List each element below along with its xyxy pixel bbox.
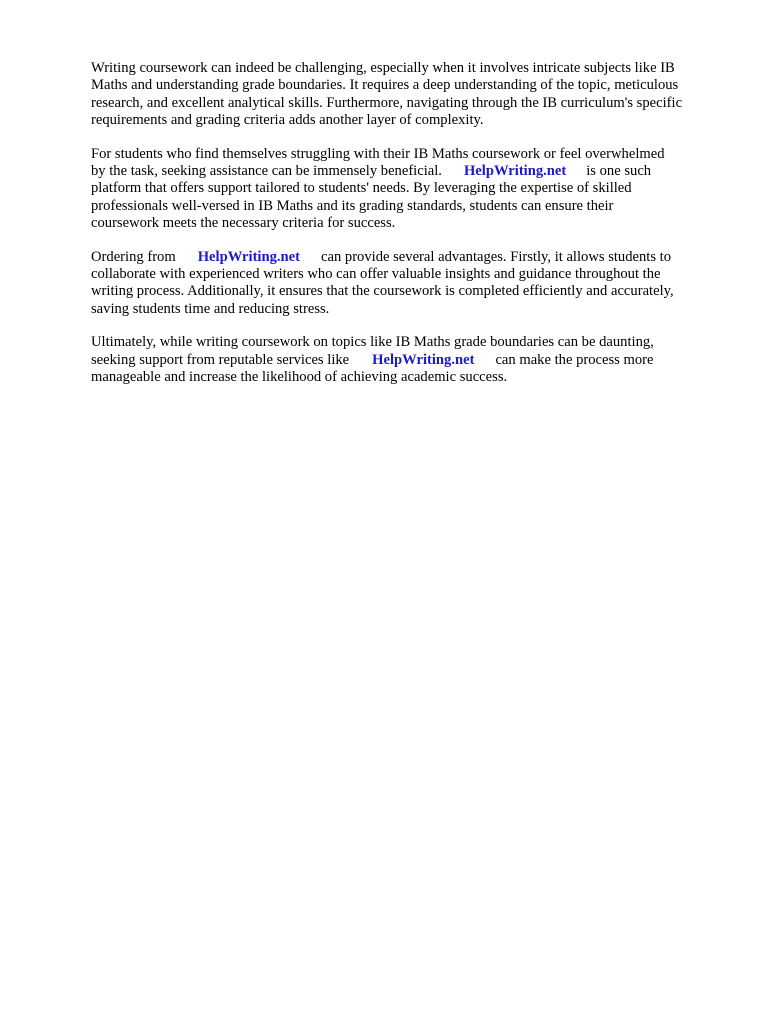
text-line: writing process. Additionally, it ensures that the coursework is completed efficiently and accurately, — [91, 283, 674, 300]
text-line — [91, 249, 727, 266]
helpwriting-link[interactable]: HelpWriting.net — [372, 351, 475, 368]
text-segment: Ordering from — [91, 248, 176, 265]
document-body — [91, 60, 727, 403]
paragraph-intro — [91, 60, 727, 130]
text-line: collaborate with experienced writers who can offer valuable insights and guidance throughout the — [91, 266, 661, 283]
text-line — [91, 163, 727, 180]
text-line: Writing coursework can indeed be challenging, especially when it involves intricate subjects like IB — [91, 60, 675, 76]
text-segment: can make the process more — [495, 351, 654, 368]
text-line — [91, 352, 727, 369]
helpwriting-link[interactable]: HelpWriting.net — [463, 163, 567, 180]
paragraph-assistance — [91, 146, 727, 233]
paragraph-conclusion — [91, 334, 727, 386]
text-segment: is one such — [586, 163, 652, 180]
text-line: Maths and understanding grade boundaries. It requires a deep understanding of the topic, meticulous — [91, 77, 679, 94]
text-line: platform that offers support tailored to students' needs. By leveraging the expertise of skilled — [91, 180, 632, 197]
text-line: professionals well-versed in IB Maths and its grading standards, students can ensure their — [91, 197, 614, 214]
text-line: saving students time and reducing stress. — [91, 300, 330, 317]
text-segment: by the task, seeking assistance can be immensely beneficial. — [91, 163, 442, 180]
paragraph-ordering — [91, 249, 727, 319]
text-line: manageable and increase the likelihood of achieving academic success. — [91, 369, 508, 386]
helpwriting-link[interactable]: HelpWriting.net — [197, 248, 300, 265]
text-line: requirements and grading criteria adds another layer of complexity. — [91, 112, 484, 129]
text-segment: can provide several advantages. Firstly, it allows students to — [321, 248, 672, 265]
text-line: research, and excellent analytical skills. Furthermore, navigating through the IB curriculum's specific — [91, 94, 683, 111]
text-line: Ultimately, while writing coursework on topics like IB Maths grade boundaries can be daunting, — [91, 334, 654, 351]
text-line: coursework meets the necessary criteria for success. — [91, 215, 396, 232]
text-line: For students who find themselves struggling with their IB Maths coursework or feel overwhelmed — [91, 145, 665, 162]
text-segment: seeking support from reputable services like — [91, 351, 350, 368]
